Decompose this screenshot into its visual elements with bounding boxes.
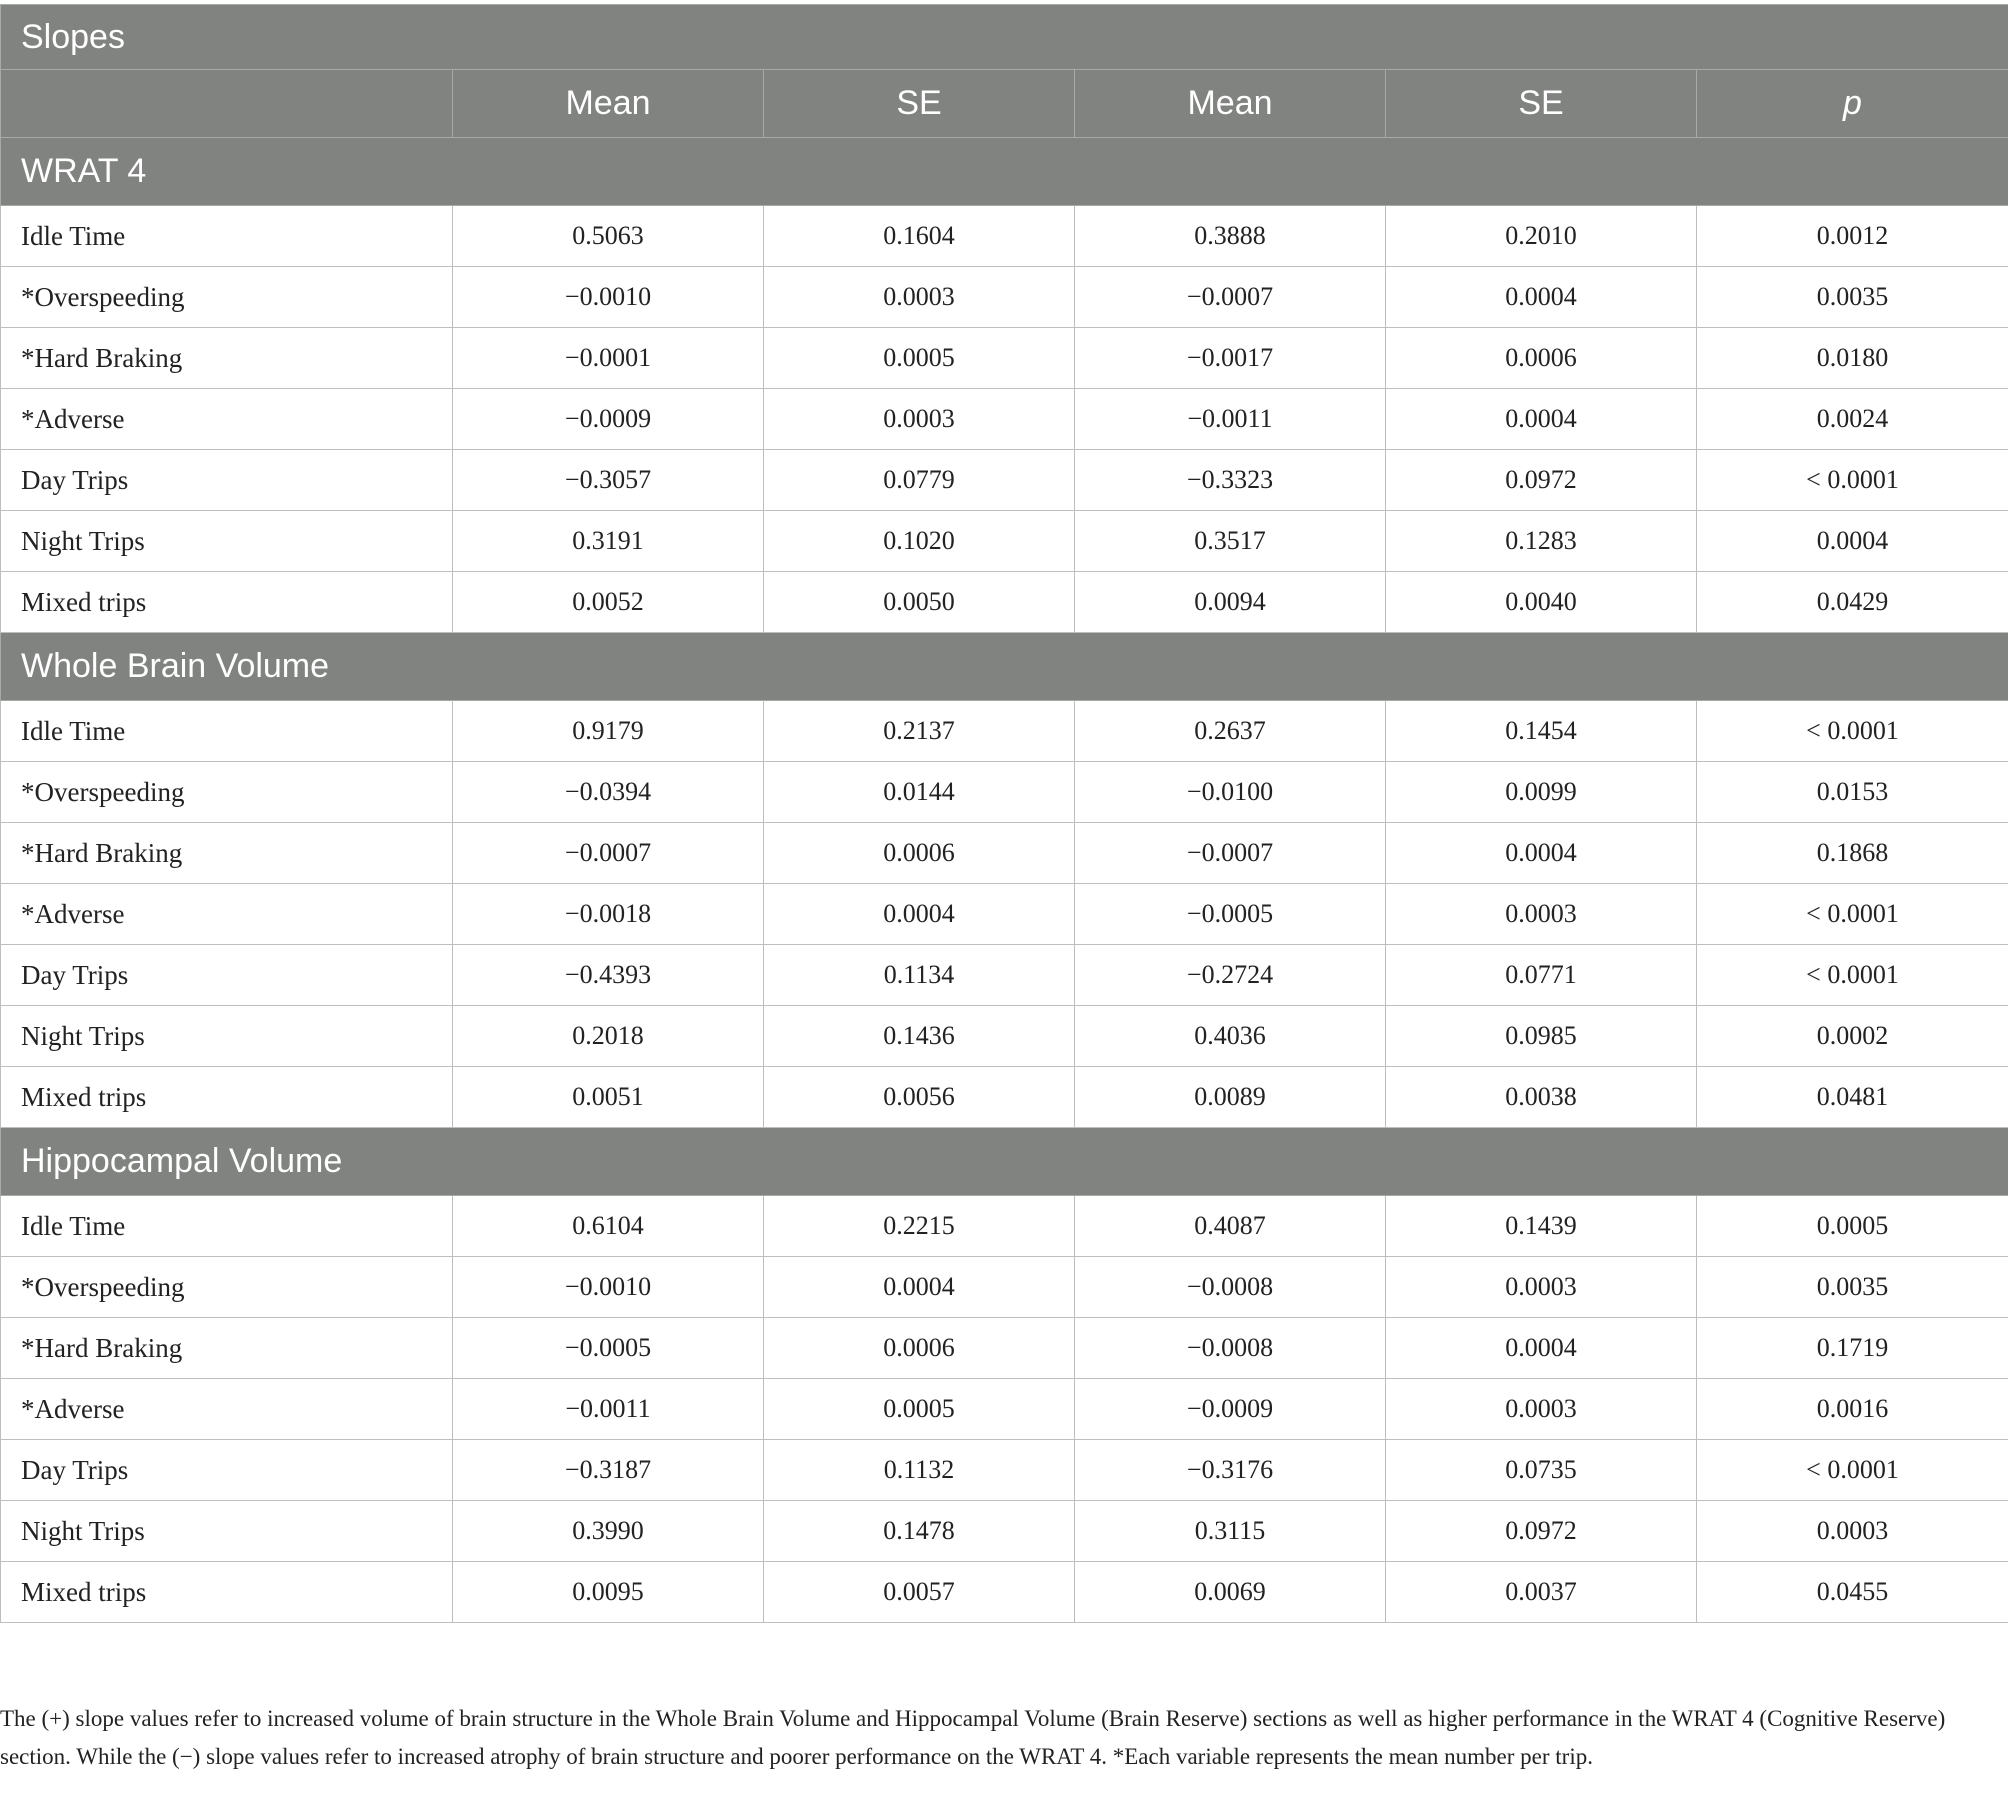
table-cell: 0.3990 [453,1501,764,1562]
table-cell: 0.0779 [764,450,1075,511]
table-cell: −0.0018 [453,884,764,945]
table-cell: 0.0003 [1386,1257,1697,1318]
row-label: Idle Time [1,1196,453,1257]
table-cell: −0.3057 [453,450,764,511]
table-row [1,1196,2008,1257]
table-cell: 0.1604 [764,206,1075,267]
row-label: Night Trips [1,1006,453,1067]
table-cell: 0.1283 [1386,511,1697,572]
row-label: Mixed trips [1,1067,453,1128]
table-cell: 0.9179 [453,701,764,762]
row-label: Day Trips [1,945,453,1006]
table-cell: < 0.0001 [1697,701,2008,762]
table-cell: 0.0004 [764,1257,1075,1318]
table-cell: 0.6104 [453,1196,764,1257]
table-row [1,884,2008,945]
table-cell: 0.0035 [1697,1257,2008,1318]
table-cell: 0.0180 [1697,328,2008,389]
table-cell: 0.0004 [1697,511,2008,572]
table-cell: −0.0008 [1075,1257,1386,1318]
table-row [1,450,2008,511]
table-cell: −0.0011 [1075,389,1386,450]
table-cell: −0.0009 [453,389,764,450]
table-cell: 0.0005 [1697,1196,2008,1257]
table-cell: −0.3176 [1075,1440,1386,1501]
section-title: Hippocampal Volume [1,1128,2008,1196]
table-cell: 0.0050 [764,572,1075,633]
table-cell: 0.1719 [1697,1318,2008,1379]
table-cell: 0.2018 [453,1006,764,1067]
table-row [1,1257,2008,1318]
section-title: WRAT 4 [1,138,2008,206]
row-label: *Adverse [1,884,453,945]
table-cell: −0.0008 [1075,1318,1386,1379]
table-cell: −0.0005 [1075,884,1386,945]
slopes-table [0,4,2008,1623]
table-footnote: The (+) slope values refer to increased volume of brain structure in the Whole Brain Volume and Hippocampal Volume (Brain Reserve) sections as well as higher performance in the WRAT 4 (Cognitive Reserve) section. While the (−) slope values refer to increased atrophy of brain structure and poorer performance on the WRAT 4. *Each variable represents the mean number per trip. [0,1706,1946,1769]
table-cell: 0.0004 [1386,389,1697,450]
table-title: Slopes [1,5,2008,70]
table-row [1,511,2008,572]
table-cell: 0.2215 [764,1196,1075,1257]
table-cell: 0.4036 [1075,1006,1386,1067]
table-row [1,1562,2008,1623]
table-cell: 0.0016 [1697,1379,2008,1440]
table-cell: 0.0005 [764,328,1075,389]
table-cell: −0.0010 [453,267,764,328]
table-cell: 0.0012 [1697,206,2008,267]
column-header-se-2: SE [1386,70,1697,138]
table-row [1,328,2008,389]
table-row [1,762,2008,823]
table-cell: 0.0052 [453,572,764,633]
table-cell: 0.0003 [1386,884,1697,945]
table-cell: 0.2137 [764,701,1075,762]
column-header-mean-1: Mean [453,70,764,138]
table-cell: 0.0056 [764,1067,1075,1128]
table-cell: −0.0009 [1075,1379,1386,1440]
table-cell: 0.0144 [764,762,1075,823]
table-cell: 0.1868 [1697,823,2008,884]
table-cell: 0.0024 [1697,389,2008,450]
table-title-row [1,5,2008,70]
table-cell: −0.0007 [453,823,764,884]
table-cell: 0.2637 [1075,701,1386,762]
section-title: Whole Brain Volume [1,633,2008,701]
table-cell: 0.0985 [1386,1006,1697,1067]
table-cell: 0.0004 [1386,823,1697,884]
table-cell: 0.0004 [1386,267,1697,328]
table-cell: 0.0972 [1386,1501,1697,1562]
table-cell: 0.3191 [453,511,764,572]
table-cell: 0.0003 [764,389,1075,450]
table-cell: 0.0037 [1386,1562,1697,1623]
row-label: *Adverse [1,1379,453,1440]
table-cell: 0.3517 [1075,511,1386,572]
row-label: *Overspeeding [1,762,453,823]
row-label: *Hard Braking [1,328,453,389]
table-cell: 0.0429 [1697,572,2008,633]
table-cell: 0.0040 [1386,572,1697,633]
table-cell: 0.0035 [1697,267,2008,328]
table-cell: −0.0001 [453,328,764,389]
table-cell: < 0.0001 [1697,884,2008,945]
table-row [1,701,2008,762]
table-cell: 0.0003 [1386,1379,1697,1440]
table-cell: 0.0004 [1386,1318,1697,1379]
table-cell: 0.4087 [1075,1196,1386,1257]
table-cell: 0.1454 [1386,701,1697,762]
table-cell: 0.1020 [764,511,1075,572]
table-cell: < 0.0001 [1697,450,2008,511]
table-row [1,1067,2008,1128]
table-cell: −0.0017 [1075,328,1386,389]
table-cell: 0.0095 [453,1562,764,1623]
table-cell: 0.1439 [1386,1196,1697,1257]
table-row [1,1006,2008,1067]
section-header-row [1,633,2008,701]
table-cell: 0.0069 [1075,1562,1386,1623]
row-label: Idle Time [1,206,453,267]
table-row [1,267,2008,328]
table-cell: 0.0002 [1697,1006,2008,1067]
column-header-mean-2: Mean [1075,70,1386,138]
table-row [1,206,2008,267]
table-cell: −0.0005 [453,1318,764,1379]
table-cell: 0.0735 [1386,1440,1697,1501]
row-label: *Hard Braking [1,1318,453,1379]
table-cell: 0.0099 [1386,762,1697,823]
table-cell: 0.1436 [764,1006,1075,1067]
table-cell: −0.3187 [453,1440,764,1501]
table-cell: 0.0004 [764,884,1075,945]
row-label: Idle Time [1,701,453,762]
column-header-row [1,70,2008,138]
table-cell: −0.3323 [1075,450,1386,511]
table-cell: 0.0481 [1697,1067,2008,1128]
column-header-p: p [1697,70,2008,138]
table-cell: 0.2010 [1386,206,1697,267]
table-cell: < 0.0001 [1697,1440,2008,1501]
table-cell: 0.0153 [1697,762,2008,823]
section-header-row [1,1128,2008,1196]
table-cell: 0.0006 [764,1318,1075,1379]
row-label: Day Trips [1,450,453,511]
table-cell: 0.3115 [1075,1501,1386,1562]
table-cell: −0.0100 [1075,762,1386,823]
section-header-row [1,138,2008,206]
table-cell: 0.0089 [1075,1067,1386,1128]
table-row [1,1440,2008,1501]
table-row [1,823,2008,884]
table-row [1,1318,2008,1379]
table-row [1,389,2008,450]
table-cell: < 0.0001 [1697,945,2008,1006]
table-cell: −0.0007 [1075,267,1386,328]
column-header-se-1: SE [764,70,1075,138]
row-label: Day Trips [1,1440,453,1501]
table-cell: 0.0455 [1697,1562,2008,1623]
table-cell: 0.0057 [764,1562,1075,1623]
table-cell: −0.0010 [453,1257,764,1318]
table-cell: 0.1478 [764,1501,1075,1562]
table-cell: 0.0005 [764,1379,1075,1440]
table-row [1,572,2008,633]
table-cell: 0.0051 [453,1067,764,1128]
table-cell: −0.0394 [453,762,764,823]
row-label: *Hard Braking [1,823,453,884]
table-cell: 0.0006 [764,823,1075,884]
table-cell: 0.0003 [764,267,1075,328]
table-cell: −0.4393 [453,945,764,1006]
row-label: Night Trips [1,511,453,572]
table-cell: 0.1134 [764,945,1075,1006]
table-row [1,945,2008,1006]
table-cell: 0.0094 [1075,572,1386,633]
row-label: Mixed trips [1,572,453,633]
row-label: *Adverse [1,389,453,450]
table-cell: 0.0972 [1386,450,1697,511]
table-cell: 0.0003 [1697,1501,2008,1562]
row-label: *Overspeeding [1,1257,453,1318]
table-cell: 0.0006 [1386,328,1697,389]
row-label: Mixed trips [1,1562,453,1623]
table-cell: −0.0007 [1075,823,1386,884]
table-cell: −0.0011 [453,1379,764,1440]
table-cell: 0.5063 [453,206,764,267]
row-label: *Overspeeding [1,267,453,328]
table-row [1,1379,2008,1440]
table-row [1,1501,2008,1562]
table-cell: 0.1132 [764,1440,1075,1501]
row-label: Night Trips [1,1501,453,1562]
table-cell: −0.2724 [1075,945,1386,1006]
table-cell: 0.0038 [1386,1067,1697,1128]
slopes-table-container [0,4,2008,1623]
table-cell: 0.3888 [1075,206,1386,267]
table-cell: 0.0771 [1386,945,1697,1006]
column-header-label [1,70,453,138]
